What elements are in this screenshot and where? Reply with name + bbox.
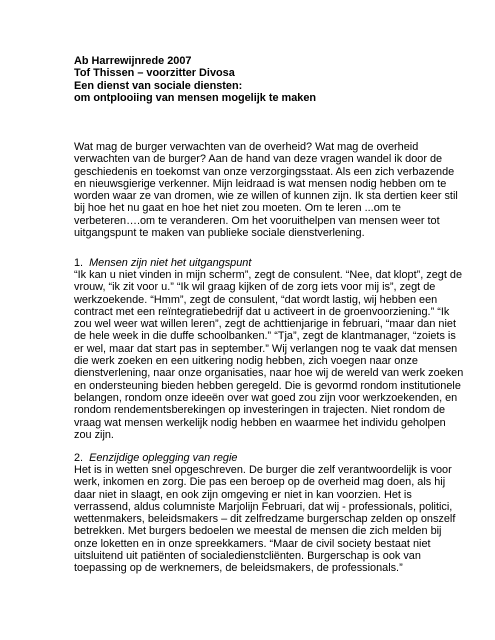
text-line: en nieuwsgierige verkenner. Mijn leidraad is wat mensen nodig hebben om te: [74, 177, 447, 190]
section-2-heading: [74, 452, 424, 464]
text-line: vrouw, “ik zit voor u.” “Ik wil graag kijken of de zorg iets voor mij is”, zegt de: [74, 281, 436, 294]
text-line: werkzoekende. “Hmm”, zegt de consulent, “dat wordt lastig, wij hebben een: [74, 293, 438, 306]
intro-paragraph: [74, 141, 458, 240]
section-1-heading: [74, 257, 424, 269]
text-line: worden waar ze van dromen, wie ze willen of kunnen zijn. Ik sta dertien keer stil: [74, 190, 458, 203]
text-line: vraag wat mensen werkelijk nodig hebben en waarmee het individu geholpen: [74, 416, 446, 429]
subtitle-line-2: om ontplooiing van mensen mogelijk te maken: [74, 91, 317, 104]
text-line: onze loketten en in onze spreekkamers. “Maar de civil society bestaat niet: [74, 537, 431, 550]
text-line: toepassing op de werknemers, de beleidsmakers, de professionals.”: [74, 562, 403, 575]
text-line: dienstverlening, naar onze organisaties, naar hoe wij de wereld van werk zoeken: [74, 367, 464, 380]
section-1-body: [74, 269, 464, 441]
text-line: betrekken. Met burgers bedoelen we meestal de mensen die zich melden bij: [74, 525, 442, 538]
text-line: contract met een reïntegratiebedrijf dat u activeert in de groenvoorziening.” “Ik: [74, 305, 450, 318]
text-line: werk, inkomen en zorg. Die pas een beroep op de overheid mag doen, als hij: [74, 476, 446, 489]
speech-title: Ab Harrewijnrede 2007: [74, 55, 192, 67]
text-line: er wel, maar dat start pas in september.” Wij verlangen nog te vaak dat mensen: [74, 342, 458, 355]
text-line: Wat mag de burger verwachten van de overheid? Wat mag de overheid: [74, 141, 419, 153]
section-1-number: 1.: [74, 257, 84, 269]
text-line: en ondersteuning bieden hebben geregeld. Die is gevormd rondom institutionele: [74, 379, 461, 392]
text-line: belangen, rondom onze ideeën over wat goed zou zijn voor werkzoekenden, en: [74, 391, 458, 404]
text-line: de hele week in die duffe schoolbanken.” “Tja”, zegt de klantmanager, “zoiets is: [74, 330, 456, 343]
text-line: Het is in wetten snel opgeschreven. De burger die zelf verantwoordelijk is voor: [74, 464, 452, 476]
text-line: uitsluitend uit patiënten of socialedienstcliënten. Burgerschap is ook van: [74, 550, 421, 563]
section-1-title: Mensen zijn niet het uitgangspunt: [89, 257, 252, 269]
text-line: rondom rendementsberekingen op investeringen in trajecten. Niet rondom de: [74, 404, 446, 417]
text-line: zou zijn.: [74, 428, 114, 441]
document-header: [74, 55, 424, 104]
text-line: daar niet in slaagt, en ook zijn omgeving er niet in kan voorzien. Het is: [74, 488, 412, 501]
section-2-body: [74, 464, 456, 575]
text-line: wettenmakers, beleidsmakers – dit zelfredzame burgerschap zelden op onszelf: [74, 513, 456, 526]
subtitle-line-1: Een dienst van sociale diensten:: [74, 79, 243, 92]
text-line: bij hoe het nu gaat en hoe het niet zou moeten. Om te leren ...om te: [74, 202, 401, 215]
speaker-line: Tof Thissen – voorzitter Divosa: [74, 67, 235, 80]
text-line: geschiedenis en toekomst van onze verzorgingsstaat. Als een zich verbazende: [74, 165, 455, 178]
text-line: “Ik kan u niet vinden in mijn scherm”, zegt de consulent. “Nee, dat klopt”, zegt de: [74, 269, 463, 281]
text-line: verrassend, aldus columniste Marjolijn Februari, dat wij - professionals, politici,: [74, 500, 453, 513]
text-line: uitgangspunt te maken van publieke sociale dienstverlening.: [74, 227, 365, 240]
text-line: verbeteren….om te veranderen. Om het vooruithelpen van mensen weer tot: [74, 214, 440, 227]
section-2-number: 2.: [74, 452, 84, 464]
text-line: verwachten van de burger? Aan de hand van deze vragen wandel ik door de: [74, 153, 443, 166]
section-2-title: Eenzijdige oplegging van regie: [89, 452, 238, 464]
text-line: die werk zoeken en een uitkering nodig hebben, zich voegen naar onze: [74, 355, 418, 368]
text-line: zou wel weer wat willen leren”, zegt de achttienjarige in februari, “maar dan niet: [74, 318, 456, 331]
